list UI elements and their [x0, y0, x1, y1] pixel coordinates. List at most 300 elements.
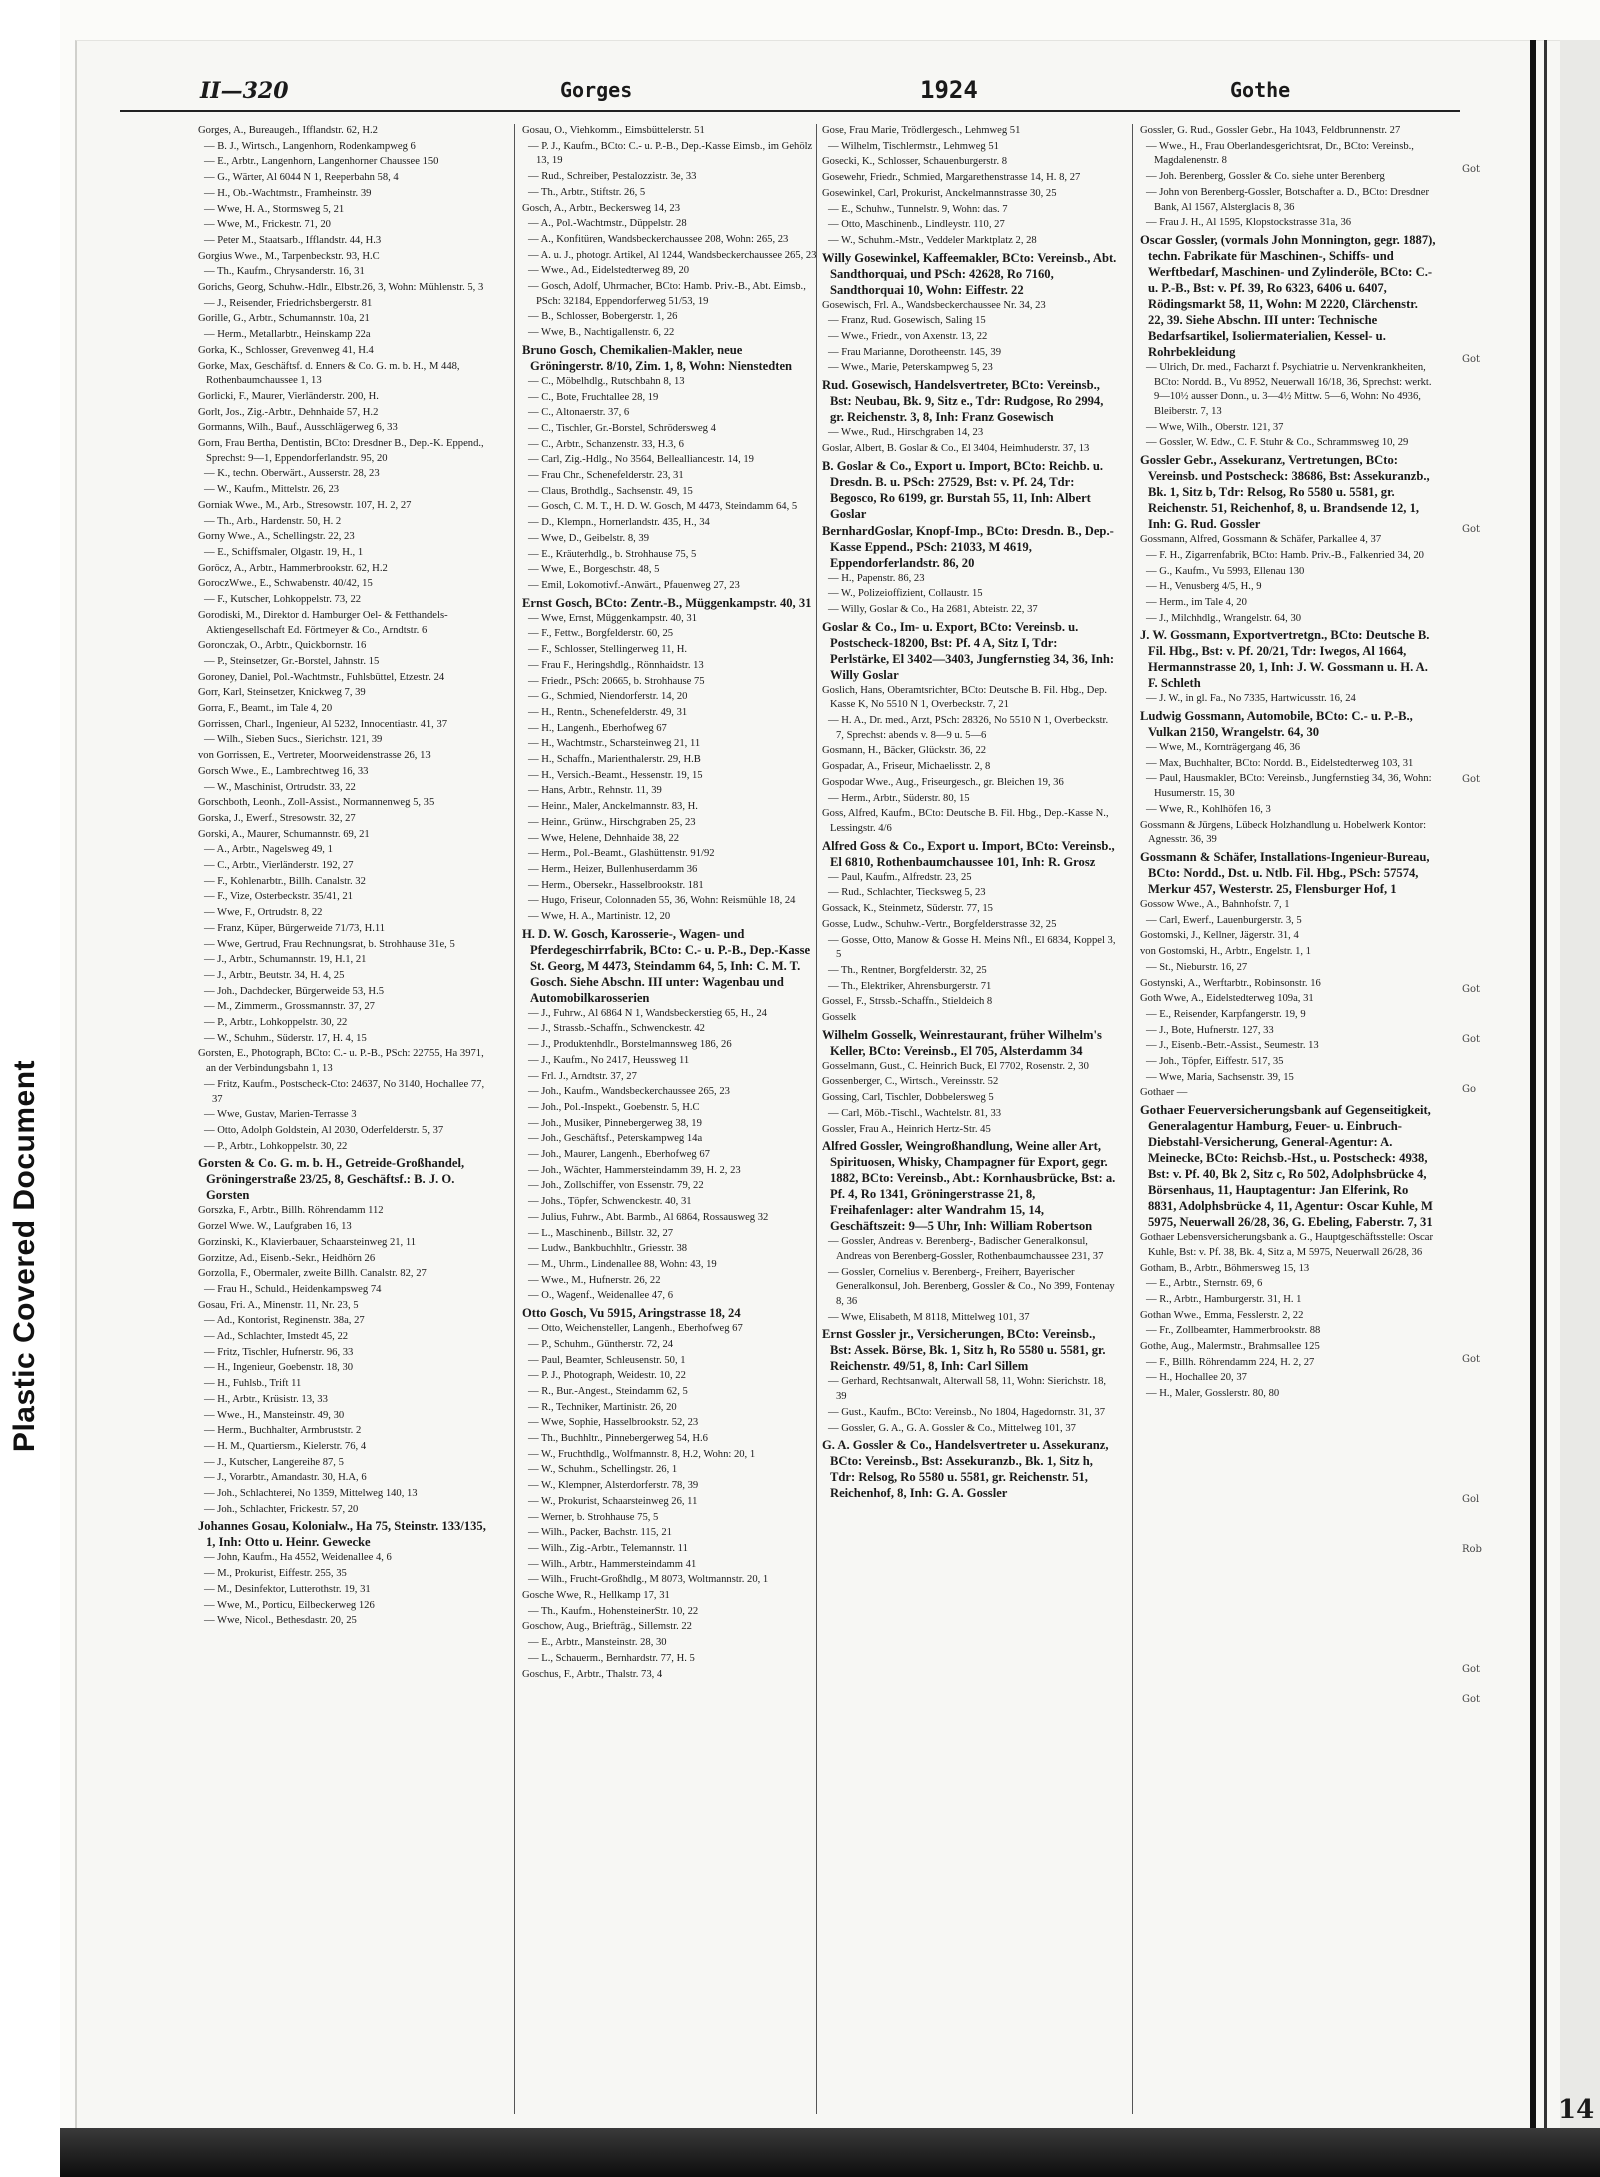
directory-entry: — Wwe, M., Frickestr. 71, 20 — [204, 219, 331, 231]
directory-entry: — Wwe, Wilh., Oberstr. 121, 37 — [1146, 421, 1284, 433]
directory-entry: Wilhelm Gosselk, Weinrestaurant, früher Wilhelm's Keller, BCto: Vereinsb., El 705, Alsterdamm 34 — [822, 1027, 1102, 1058]
directory-entry: — Wwe., Rud., Hirschgraben 14, 23 — [828, 427, 984, 439]
directory-entry: — Franz, Rud. Gosewisch, Saling 15 — [828, 315, 986, 327]
directory-entry: B. Goslar & Co., Export u. Import, BCto: Reichb. u. Dresdn. B. u. PSch: 27529, Bst: v. Pf. 24, Tdr: Begosco, Ro 6199, gr. Burstah 55, 11, Inh: Albert Goslar — [822, 458, 1104, 521]
directory-entry: Gorges, A., Bureaugeh., Ifflandstr. 62, H.2 — [198, 125, 378, 136]
directory-entry: — O., Wagenf., Weidenallee 47, 6 — [528, 1290, 673, 1302]
edge-fragment: Got — [1462, 984, 1481, 995]
directory-entry: — E., Arbtr., Mansteinstr. 28, 30 — [528, 1637, 667, 1649]
directory-entry: — Wwe, Maria, Sachsenstr. 39, 15 — [1146, 1071, 1294, 1083]
directory-entry: — Th., Rentner, Borgfelderstr. 32, 25 — [828, 964, 987, 976]
directory-entry: — Max, Buchhalter, BCto: Nordd. B., Eidelstedterweg 103, 31 — [1146, 757, 1414, 769]
directory-entry: Gorschboth, Leonh., Zoll-Assist., Normannenweg 5, 35 — [198, 797, 435, 809]
edge-fragment: Got — [1462, 164, 1481, 175]
directory-entry: — Joh. Berenberg, Gossler & Co. siehe unter Berenberg — [1146, 171, 1385, 183]
directory-entry: — Joh., Wächter, Hammersteindamm 39, H. 2, 23 — [528, 1164, 741, 1176]
directory-entry: — J. W., in gl. Fa., No 7335, Hartwicusstr. 16, 24 — [1146, 693, 1356, 705]
adjacent-page-number: 14 — [1558, 2095, 1595, 2125]
directory-entry: — W., Polizeioffizient, Collaustr. 15 — [828, 588, 983, 600]
directory-entry: — R., Arbtr., Hamburgerstr. 31, H. 1 — [1146, 1293, 1302, 1305]
directory-entry: — C., Tischler, Gr.-Borstel, Schrödersweg 4 — [528, 422, 716, 434]
column-rule — [1132, 124, 1133, 2114]
directory-entry: Goschus, F., Arbtr., Thalstr. 73, 4 — [522, 1668, 663, 1680]
edge-fragment: Got — [1462, 1034, 1481, 1045]
directory-entry: Gosau, Fri. A., Minenstr. 11, Nr. 23, 5 — [198, 1299, 359, 1311]
directory-entry: — Friedr., PSch: 20665, b. Strohhause 75 — [528, 675, 705, 687]
directory-entry: — H. A., Dr. med., Arzt, PSch: 28326, No 5510 N 1, Overbeckstr. 7, Sprechst: abends v. 8—9 u. 5—6 — [828, 715, 1109, 741]
directory-entry: — J., Produktenhdlr., Borstelmannsweg 186, 26 — [528, 1039, 732, 1051]
directory-entry: Gorzel Wwe. W., Laufgraben 16, 13 — [198, 1221, 352, 1233]
directory-entry: Goroney, Daniel, Pol.-Wachtmstr., Fuhlsbüttel, Etzestr. 24 — [198, 671, 445, 683]
directory-entry: — J., Bote, Hufnerstr. 127, 33 — [1146, 1024, 1274, 1036]
directory-entry: — Th., Buchhltr., Pinnebergerweg 54, H.6 — [528, 1433, 708, 1445]
directory-entry: — Willy, Goslar & Co., Ha 2681, Abteistr. 22, 37 — [828, 603, 1038, 615]
directory-entry: Ludwig Gossmann, Automobile, BCto: C.- u. P.-B., Vulkan 2150, Wrangelstr. 64, 30 — [1140, 709, 1413, 740]
directory-entry: — Ad., Schlachter, Imstedt 45, 22 — [204, 1331, 349, 1343]
directory-entry: — J., Arbtr., Beutstr. 34, H. 4, 25 — [204, 969, 345, 981]
directory-entry: Gostynski, A., Werftarbtr., Robinsonstr. 16 — [1140, 977, 1321, 989]
directory-entry: — Fritz, Kaufm., Postscheck-Cto: 24637, No 3140, Hochallee 77, 37 — [204, 1078, 485, 1105]
edge-fragment: Got — [1462, 1664, 1481, 1675]
directory-entry: — Gossler, W. Edw., C. F. Stuhr & Co., Schrammsweg 10, 29 — [1146, 437, 1409, 449]
binding-edge-inner — [1544, 40, 1547, 2130]
directory-entry: Gorlt, Jos., Zig.-Arbtr., Dehnhaide 57, H.2 — [198, 406, 379, 418]
directory-entry: Rud. Gosewisch, Handelsvertreter, BCto: Vereinsb., Bst: Neubau, Bk. 9, Sitz e., Tdr: Rudgose, Ro 2994, gr. Reichenstr. 3, 8, Inh: Franz Gosewisch — [822, 378, 1104, 425]
directory-entry: Gospadar, A., Friseur, Michaelisstr. 2, 8 — [822, 761, 991, 773]
directory-entry: Gossler Gebr., Assekuranz, Vertretungen, BCto: Vereinsb. und Postscheck: 38686, Bst: Assekuranzb., Bk. 1, Sitz b, Tdr: Relsog, Ro 5580 u. 5581, gr. Reichenstr. 51, Reichenhof, 8, u. Brandsende 12, 1, Inh: G. Rud. Gossler — [1140, 453, 1430, 532]
directory-entry: — F., Kohlenarbtr., Billh. Canalstr. 32 — [204, 875, 366, 887]
directory-entry: Willy Gosewinkel, Kaffeemakler, BCto: Vereinsb., Abt. Sandthorquai, und PSch: 42628, Ro 7160, Sandthorquai 10, Wohn: Eiffestr. 22 — [822, 250, 1117, 297]
directory-entry: — K., techn. Oberwärt., Ausserstr. 28, 23 — [204, 468, 380, 480]
directory-entry: — E., Arbtr., Langenhorn, Langenhorner Chaussee 150 — [204, 156, 439, 168]
directory-entry: — Hugo, Friseur, Colonnaden 55, 36, Wohn: Reismühle 18, 24 — [528, 895, 796, 907]
directory-entry: — Wwe, Gustav, Marien-Terrasse 3 — [204, 1109, 357, 1121]
directory-entry: — C., Bote, Fruchtallee 28, 19 — [528, 391, 659, 403]
directory-entry: Gorsten, E., Photograph, BCto: C.- u. P.-B., PSch: 22755, Ha 3971, an der Verbindungsbahn 1, 13 — [198, 1048, 484, 1075]
directory-entry: — Ad., Kontorist, Reginenstr. 38a, 27 — [204, 1315, 365, 1327]
directory-entry: — H., Schaffn., Marienthalerstr. 29, H.B — [528, 754, 701, 766]
directory-entry: Gorlicki, F., Maurer, Vierländerstr. 200, H. — [198, 390, 379, 402]
directory-entry: Gossler, G. Rud., Gossler Gebr., Ha 1043, Feldbrunnenstr. 27 — [1140, 125, 1401, 136]
directory-entry: — A., Konfitüren, Wandsbeckerchaussee 208, Wohn: 265, 23 — [528, 233, 789, 245]
directory-entry: — C., Möbelhdlg., Rutschbahn 8, 13 — [528, 375, 685, 387]
directory-entry: Gorn, Frau Bertha, Dentistin, BCto: Dresdner B., Dep.-K. Eppend., Sprechst: 9—1, Eppendorferlandstr. 95, 20 — [198, 438, 484, 464]
directory-entry: — M., Uhrm., Lindenallee 88, Wohn: 43, 19 — [528, 1259, 717, 1270]
directory-entry: — Wwe, Ernst, Müggenkampstr. 40, 31 — [528, 612, 697, 624]
directory-entry: — Herm., Heizer, Bullenhuserdamm 36 — [528, 863, 698, 875]
directory-entry: Gosewehr, Friedr., Schmied, Margarethenstrasse 14, H. 8, 27 — [822, 172, 1081, 184]
directory-entry: — Otto, Weichensteller, Langenh., Eberhofweg 67 — [528, 1323, 743, 1335]
edge-fragment: Got — [1462, 774, 1481, 785]
directory-entry: Gosselk — [822, 1012, 857, 1024]
directory-entry: — H., Ob.-Wachtmstr., Framheinstr. 39 — [204, 187, 372, 199]
directory-entry: — Werner, b. Strohhause 75, 5 — [528, 1511, 659, 1523]
directory-entry: Gothaer — — [1140, 1087, 1188, 1099]
directory-entry: — Wwe, R., Kohlhöfen 16, 3 — [1146, 803, 1271, 815]
directory-entry: — W., Schuhm., Schellingstr. 26, 1 — [528, 1464, 678, 1476]
directory-entry: — Wwe, M., Porticu, Eilbeckerweg 126 — [204, 1599, 375, 1611]
directory-entry: Alfred Gossler, Weingroßhandlung, Weine aller Art, Spirituosen, Whisky, Champagner für Export, gegr. 1882, BCto: Vereinsb., Abt.: Kornhausbrücke, Bst: a. Pf. 4, Ro 1341, Gröningerstrasse 21, 8, Freihafenlager: alter Wandrahm 15, 14, Geschäftszeit: 9—5 Uhr, Inh: William Robertson — [822, 1139, 1116, 1234]
directory-entry: Otto Gosch, Vu 5915, Aringstrasse 18, 24 — [522, 1306, 741, 1321]
directory-entry: — Herm., Buchhalter, Armbruststr. 2 — [204, 1425, 362, 1437]
directory-entry: Gothaer Feuerversicherungsbank auf Gegenseitigkeit, Generalagentur Hamburg, Feuer- u. Einbruch-Diebstahl-Versicherung, General-Agentur: A. Meinecke, BCto: Reichsb.-Hst., u. Postscheck: 4938, Bst: v. Pf. 40, Bk 2, Sitz c, Ro 502, Adolphsbrücke 4, Börsenhaus, 11, Hauptagentur: Jan Elferink, Ro 8831, Adolphsbrücke 4, 11, Agentur: Oscar Kuhle, M 5975, Neuerwall 26/28, 36, G. Ebeling, Faberstr. 7, 31 — [1140, 1103, 1433, 1230]
directory-entry: Gossack, K., Steinmetz, Süderstr. 77, 15 — [822, 903, 993, 915]
edge-fragment: Gol — [1462, 1494, 1480, 1505]
directory-entry: — W., Maschinist, Ortrudstr. 33, 22 — [204, 781, 356, 793]
directory-entry: Gossmann, Alfred, Gossmann & Schäfer, Parkallee 4, 37 — [1140, 534, 1382, 546]
directory-entry: — M., Desinfektor, Lutterothstr. 19, 31 — [204, 1583, 371, 1595]
directory-entry: — F., Billh. Röhrendamm 224, H. 2, 27 — [1146, 1356, 1315, 1368]
edge-fragment: Go — [1462, 1084, 1477, 1095]
directory-entry: — Wilh., Arbtr., Hammersteindamm 41 — [528, 1558, 697, 1570]
directory-entry: Goss, Alfred, Kaufm., BCto: Deutsche B. Fil. Hbg., Dep.-Kasse N., Lessingstr. 4/6 — [822, 808, 1109, 834]
directory-entry: — Joh., Töpfer, Eiffestr. 517, 35 — [1146, 1056, 1284, 1068]
directory-entry: Gosewinkel, Carl, Prokurist, Anckelmannstrasse 30, 25 — [822, 187, 1057, 199]
directory-entry: — J., Strassb.-Schaffn., Schwenckestr. 42 — [528, 1023, 705, 1035]
directory-entry: — J., Kaufm., No 2417, Heussweg 11 — [528, 1054, 690, 1066]
directory-entry: Goslar & Co., Im- u. Export, BCto: Vereinsb. u. Postscheck-18200, Bst: Pf. 4 A, Sitz I, Tdr: Perlstärke, El 3402—3403, Jungfernstieg 34, 36, Inh: Willy Goslar — [822, 619, 1115, 682]
directory-entry: — Ulrich, Dr. med., Facharzt f. Psychiatrie u. Nervenkrankheiten, BCto: Nordd. B., Vu 8952, Neuerwall 16/18, 36, Sprechst: werkt. 9—10½ ausser Donn., u. 3—4½ Mittw. 5—6, Wohn: No 4936, Bleiberstr. 7, 13 — [1146, 361, 1432, 418]
directory-entry: — Th., Arbtr., Stiftstr. 26, 5 — [528, 186, 646, 198]
directory-entry: — A., Pol.-Wachtmstr., Düppelstr. 28 — [528, 218, 687, 230]
directory-entry: — Hans, Arbtr., Rehnstr. 11, 39 — [528, 785, 662, 797]
directory-entry: Gotham, B., Arbtr., Böhmersweg 15, 13 — [1140, 1262, 1310, 1274]
directory-entry: — W., Schuhm., Süderstr. 17, H. 4, 15 — [204, 1032, 367, 1044]
directory-entry: Goth Wwe, A., Eidelstedterweg 109a, 31 — [1140, 993, 1314, 1005]
directory-entry: — H., Arbtr., Krüsistr. 13, 33 — [204, 1393, 328, 1405]
directory-entry: — J., Fuhrw., Al 6864 N 1, Wandsbeckerstieg 65, H., 24 — [528, 1007, 767, 1019]
directory-entry: — R., Bur.-Angest., Steindamm 62, 5 — [528, 1385, 688, 1397]
directory-entry: — Claus, Brothdlg., Sachsenstr. 49, 15 — [528, 485, 693, 497]
directory-entry: — Peter M., Staatsarb., Ifflandstr. 44, H.3 — [204, 234, 382, 246]
edge-fragment: Got — [1462, 1694, 1481, 1705]
directory-entry: — John, Kaufm., Ha 4552, Weidenallee 4, 6 — [204, 1552, 392, 1564]
directory-entry: Gossmann & Schäfer, Installations-Ingenieur-Bureau, BCto: Nordd., Dst. u. Ntlb. Fil. Hbg., PSch: 57574, Merkur 457, Westerstr. 25, Flensburger Hof, 1 — [1140, 849, 1430, 896]
directory-column-2 — [522, 124, 818, 2114]
directory-entry: — H., Langenh., Eberhofweg 67 — [528, 722, 667, 734]
directory-entry: — Wwe, Elisabeth, M 8118, Mittelweg 101, 37 — [828, 1311, 1030, 1323]
page-number: II—320 — [200, 78, 289, 104]
directory-entry: — Wwe, B., Nachtigallenstr. 6, 22 — [528, 327, 675, 339]
directory-entry: — Julius, Fuhrw., Abt. Barmb., Al 6864, Rossausweg 32 — [528, 1211, 769, 1223]
directory-column-4 — [1140, 124, 1436, 2114]
directory-entry: — P. J., Photograph, Weidestr. 10, 22 — [528, 1370, 686, 1382]
directory-entry: — J., Eisenb.-Betr.-Assist., Seumestr. 13 — [1146, 1040, 1319, 1052]
directory-entry: Johannes Gosau, Kolonialw., Ha 75, Steinstr. 133/135, 1, Inh: Otto u. Heinr. Gewecke — [198, 1519, 486, 1550]
directory-entry: — L., Schauerm., Bernhardstr. 77, H. 5 — [528, 1652, 695, 1664]
directory-entry: — C., Arbtr., Schanzenstr. 33, H.3, 6 — [528, 438, 684, 450]
directory-entry: — Joh., Kaufm., Wandsbeckerchaussee 265, 23 — [528, 1086, 730, 1098]
directory-entry: — Wilh., Packer, Bachstr. 115, 21 — [528, 1527, 672, 1539]
directory-entry: — Otto, Adolph Goldstein, Al 2030, Oderfelderstr. 5, 37 — [204, 1125, 444, 1136]
directory-entry: — Gossler, Andreas v. Berenberg-, Badischer Generalkonsul, Andreas von Berenberg-Gossler, Rothenbaumchaussee 231, 37 — [828, 1236, 1104, 1262]
directory-entry: — E., Reisender, Karpfangerstr. 19, 9 — [1146, 1008, 1306, 1020]
directory-entry: — Wwe., Ad., Eidelstedterweg 89, 20 — [528, 265, 690, 277]
directory-entry: — H., Maler, Gosslerstr. 80, 80 — [1146, 1388, 1280, 1400]
directory-entry: Gorska, J., Ewerf., Stresowstr. 32, 27 — [198, 812, 356, 824]
page-header — [120, 70, 1460, 112]
directory-entry: — Wwe., M., Hufnerstr. 26, 22 — [528, 1274, 661, 1286]
directory-entry: — Joh., Schlachterei, No 1359, Mittelweg 140, 13 — [204, 1488, 418, 1500]
directory-entry: — W., Klempner, Alsterdorferstr. 78, 39 — [528, 1480, 699, 1492]
directory-entry: — Th., Kaufm., Chrysanderstr. 16, 31 — [204, 266, 365, 278]
bottom-shadow — [60, 2128, 1600, 2177]
directory-entry: Gosch, A., Arbtr., Beckersweg 14, 23 — [522, 202, 680, 214]
directory-entry: — Joh., Dachdecker, Bürgerweide 53, H.5 — [204, 985, 385, 997]
directory-entry: — Herm., Obersekr., Hasselbrookstr. 181 — [528, 879, 704, 891]
directory-entry: Gothaer Lebensversicherungsbank a. G., Hauptgeschäftsstelle: Oscar Kuhle, Bst: v. Pf. 38, Bk. 4, Sitz a, M 5975, Neuerwall 26/28, 36 — [1140, 1232, 1433, 1258]
directory-entry: — F. H., Zigarrenfabrik, BCto: Hamb. Priv.-B., Falkenried 34, 20 — [1146, 549, 1424, 561]
directory-entry: — P. J., Kaufm., BCto: C.- u. P.-B., Dep.-Kasse Eimsb., im Gehölz 13, 19 — [528, 140, 813, 167]
directory-entry: — Wilh., Sieben Sucs., Sierichstr. 121, 39 — [204, 734, 383, 746]
directory-entry: Gospodar Wwe., Aug., Friseurgesch., gr. Bleichen 19, 36 — [822, 776, 1064, 788]
directory-entry: — Rud., Schlachter, Tiecksweg 5, 23 — [828, 887, 986, 899]
directory-entry: — Fr., Zollbeamter, Hammerbrookstr. 88 — [1146, 1325, 1321, 1337]
directory-entry: — P., Arbtr., Lohkoppelstr. 30, 22 — [204, 1140, 348, 1152]
directory-entry: — Gust., Kaufm., BCto: Vereinsb., No 1804, Hagedornstr. 31, 37 — [828, 1406, 1105, 1418]
directory-entry: — Th., Arb., Hardenstr. 50, H. 2 — [204, 515, 342, 527]
directory-entry: BernhardGoslar, Knopf-Imp., BCto: Dresdn. B., Dep.-Kasse Eppend., PSch: 21033, M 4619, Eppendorferlandstr. 86, 20 — [822, 523, 1114, 570]
directory-entry: — Wilh., Zig.-Arbtr., Telemannstr. 11 — [528, 1542, 688, 1554]
directory-entry: Gorski, A., Maurer, Schumannstr. 69, 21 — [198, 828, 370, 840]
directory-entry: — Wwe, Gertrud, Frau Rechnungsrat, b. Strohhause 31e, 5 — [204, 938, 455, 950]
side-label: Plastic Covered Document — [8, 1059, 41, 1453]
directory-entry: Goslar, Albert, B. Goslar & Co., El 3404, Heimhuderstr. 37, 13 — [822, 442, 1090, 454]
directory-entry: — Wwe., Marie, Peterskampweg 5, 23 — [828, 362, 993, 374]
directory-entry: — M., Prokurist, Eiffestr. 255, 35 — [204, 1568, 347, 1580]
directory-entry: von Gorrissen, E., Vertreter, Moorweidenstrasse 26, 13 — [198, 750, 431, 762]
directory-entry: — Herm., im Tale 4, 20 — [1146, 596, 1247, 608]
directory-entry: — B., Schlosser, Bobergerstr. 1, 26 — [528, 311, 678, 323]
directory-entry: Gorzinski, K., Klavierbauer, Schaarsteinweg 21, 11 — [198, 1236, 417, 1248]
header-year: 1924 — [920, 76, 978, 104]
directory-entry: Gose, Frau Marie, Trödlergesch., Lehmweg 51 — [822, 125, 1021, 136]
directory-entry: — Joh., Schlachter, Frickestr. 57, 20 — [204, 1503, 359, 1515]
edge-fragment: Got — [1462, 1354, 1481, 1365]
directory-entry: Gormanns, Wilh., Bauf., Ausschlägerweg 6, 33 — [198, 422, 398, 434]
directory-entry: — Johs., Töpfer, Schwenckestr. 40, 31 — [528, 1196, 692, 1208]
directory-entry: — B. J., Wirtsch., Langenhorn, Rodenkampweg 6 — [204, 140, 416, 152]
directory-entry: Bruno Gosch, Chemikalien-Makler, neue Gröningerstr. 8/10, Zim. 1, 8, Wohn: Nienstedten — [522, 342, 793, 373]
directory-column-1 — [198, 124, 494, 2114]
directory-entry: — H., Ingenieur, Goebenstr. 18, 30 — [204, 1362, 354, 1374]
directory-entry: — Herm., Arbtr., Süderstr. 80, 15 — [828, 792, 970, 804]
directory-entry: — C., Arbtr., Vierländerstr. 192, 27 — [204, 860, 354, 872]
directory-entry: — Frau J. H., Al 1595, Klopstockstrasse 31a, 36 — [1146, 217, 1352, 229]
directory-entry: — Wwe., H., Frau Oberlandesgerichtsrat, Dr., BCto: Vereinsb., Magdalenenstr. 8 — [1146, 140, 1414, 167]
directory-entry: — Carl, Zig.-Hdlg., No 3564, Bellealliancestr. 14, 19 — [528, 454, 754, 466]
directory-entry: — W., Fruchthdlg., Wolfmannstr. 8, H.2, Wohn: 20, 1 — [528, 1448, 756, 1460]
directory-entry: Gorsch Wwe., E., Lambrechtweg 16, 33 — [198, 765, 369, 777]
directory-entry: — Ludw., Bankbuchhltr., Griesstr. 38 — [528, 1243, 688, 1255]
directory-entry: — Paul, Kaufm., Alfredstr. 23, 25 — [828, 871, 972, 883]
directory-entry: — Heinr., Grünw., Hirschgraben 25, 23 — [528, 816, 696, 828]
directory-entry: Gorke, Max, Geschäftsf. d. Enners & Co. G. m. b. H., M 448, Rothenbaumchaussee 1, 13 — [198, 360, 460, 387]
directory-entry: — Paul, Beamter, Schleusenstr. 50, 1 — [528, 1354, 686, 1366]
directory-entry: — A., Arbtr., Nagelsweg 49, 1 — [204, 844, 333, 856]
directory-entry: — Wwe., Friedr., von Axenstr. 13, 22 — [828, 331, 988, 343]
directory-entry: — E., Schuhw., Tunnelstr. 9, Wohn: das. 7 — [828, 203, 1008, 215]
directory-entry: Gostomski, J., Kellner, Jägerstr. 31, 4 — [1140, 930, 1299, 942]
directory-entry: Gothe, Aug., Malermstr., Brahmsallee 125 — [1140, 1341, 1320, 1353]
directory-entry: Goronczak, O., Arbtr., Quickbornstr. 16 — [198, 640, 367, 652]
directory-entry: — Frau H., Schuld., Heidenkampsweg 74 — [204, 1283, 382, 1295]
directory-entry: — Gosch, Adolf, Uhrmacher, BCto: Hamb. Priv.-B., Abt. Eimsb., PSch: 32184, Eppendorferweg 51/53, 19 — [528, 281, 806, 307]
directory-entry: — Heinr., Maler, Anckelmannstr. 83, H. — [528, 801, 698, 813]
directory-entry: G. A. Gossler & Co., Handelsvertreter u. Assekuranz, BCto: Vereinsb., Bst: Assekuranzb., Bk. 1, Sitz h, Tdr: Relsog, Ro 5580 u. 5581, gr. Reichenstr. 51, Reichenhof, 8, Inh: G. A. Gossler — [822, 1438, 1109, 1501]
column-rule — [514, 124, 515, 2114]
directory-entry: — Emil, Lokomotivf.-Anwärt., Pfauenweg 27, 23 — [528, 579, 740, 591]
adjacent-page-edge — [1462, 124, 1520, 2124]
directory-entry: — Frau F., Heringshdlg., Rönnhaidstr. 13 — [528, 659, 704, 671]
directory-entry: — Joh., Maurer, Langenh., Eberhofweg 67 — [528, 1149, 710, 1161]
directory-entry: — Gossler, Cornelius v. Berenberg-, Freiherr, Bayerischer Generalkonsul, Joh. Berenberg, Gossler & Co., No 399, Fontenay 8, 36 — [828, 1266, 1115, 1308]
directory-entry: Gorichs, Georg, Schuhw.-Hdlr., Elbstr.26, 3, Wohn: Mühlenstr. 5, 3 — [198, 282, 484, 294]
directory-entry: — J., Arbtr., Schumannstr. 19, H.1, 21 — [204, 954, 367, 966]
directory-entry: Gorka, K., Schlosser, Grevenweg 41, H.4 — [198, 344, 374, 356]
directory-entry: — Joh., Geschäftsf., Peterskampweg 14a — [528, 1133, 703, 1145]
directory-entry: Goröcz, A., Arbtr., Hammerbrookstr. 62, H.2 — [198, 562, 388, 574]
directory-entry: — Wilhelm, Tischlermstr., Lehmweg 51 — [828, 140, 999, 152]
directory-column-3 — [822, 124, 1118, 2114]
directory-entry: — R., Techniker, Martinistr. 26, 20 — [528, 1401, 677, 1413]
directory-entry: — J., Milchhdlg., Wrangelstr. 64, 30 — [1146, 612, 1302, 624]
directory-entry: — M., Zimmerm., Grossmannstr. 37, 27 — [204, 1001, 375, 1013]
directory-entry: — Frau Chr., Schenefelderstr. 23, 31 — [528, 470, 684, 482]
directory-entry: — G., Kaufm., Vu 5993, Ellenau 130 — [1146, 565, 1305, 577]
directory-entry: — Wwe, Helene, Dehnhaide 38, 22 — [528, 832, 680, 844]
directory-entry: — E., Arbtr., Sternstr. 69, 6 — [1146, 1278, 1263, 1290]
directory-entry: Gorzitze, Ad., Eisenb.-Sekr., Heidhörn 26 — [198, 1252, 376, 1264]
directory-entry: — F., Vize, Osterbeckstr. 35/41, 21 — [204, 891, 353, 903]
directory-entry: — H., Fuhlsb., Trift 11 — [204, 1378, 302, 1390]
directory-entry: — H., Rentn., Schenefelderstr. 49, 31 — [528, 706, 688, 718]
directory-entry: — Wwe., H., Mansteinstr. 49, 30 — [204, 1409, 345, 1421]
directory-entry: Gosewisch, Frl. A., Wandsbeckerchaussee Nr. 34, 23 — [822, 299, 1046, 311]
directory-entry: — Franz, Küper, Bürgerweide 71/73, H.11 — [204, 922, 386, 934]
directory-entry: Goslich, Hans, Oberamtsrichter, BCto: Deutsche B. Fil. Hbg., Dep. Kasse K, No 5510 N 1, Overbeckstr. 7, 21 — [822, 684, 1107, 711]
directory-entry: — Wwe, M., Kornträgergang 46, 36 — [1146, 742, 1301, 754]
directory-entry: — P., Arbtr., Lohkoppelstr. 30, 22 — [204, 1017, 348, 1029]
binding-edge — [1530, 40, 1536, 2130]
directory-entry: — Carl, Ewerf., Lauenburgerstr. 3, 5 — [1146, 914, 1302, 926]
directory-entry: — Rud., Schreiber, Pestalozzistr. 3e, 33 — [528, 171, 697, 183]
header-last-name: Gothe — [1230, 78, 1291, 102]
directory-entry: — H., Papenstr. 86, 23 — [828, 572, 925, 584]
directory-entry: — E., Kräuterhdlg., b. Strohhause 75, 5 — [528, 548, 697, 560]
directory-entry: — Wilh., Frucht-Großhdlg., M 8073, Woltmannstr. 20, 1 — [528, 1574, 769, 1586]
directory-entry: GoroczWwe., E., Schwabenstr. 40/42, 15 — [198, 578, 373, 590]
directory-entry: — Wwe, H. A., Stormsweg 5, 21 — [204, 203, 345, 215]
directory-entry: Ernst Gossler jr., Versicherungen, BCto: Vereinsb., Bst: Assek. Börse, Bk. 1, Sitz h, Ro 5580 u. 5581, gr. Reichenstr. 49/51, 8, Inh: Carl Sillem — [822, 1327, 1106, 1374]
directory-entry: — Frau Marianne, Dorotheenstr. 145, 39 — [828, 346, 1001, 358]
header-first-name: Gorges — [560, 78, 633, 102]
directory-entry: Gossing, Carl, Tischler, Dobbelersweg 5 — [822, 1092, 994, 1104]
directory-entry: — Wwe, D., Geibelstr. 8, 39 — [528, 532, 650, 544]
directory-entry: Gorille, G., Arbtr., Schumannstr. 10a, 21 — [198, 313, 370, 325]
directory-entry: Gorgius Wwe., M., Tarpenbeckstr. 93, H.C — [198, 250, 380, 262]
directory-entry: Gossow Wwe., A., Bahnhofstr. 7, 1 — [1140, 898, 1290, 910]
directory-entry: von Gostomski, H., Arbtr., Engelstr. 1, 1 — [1140, 946, 1311, 958]
directory-entry: Gorrissen, Charl., Ingenieur, Al 5232, Innocentiastr. 41, 37 — [198, 718, 448, 730]
directory-entry: — Fritz, Tischler, Hufnerstr. 96, 33 — [204, 1346, 354, 1358]
directory-entry: — F., Kutscher, Lohkoppelstr. 73, 22 — [204, 594, 362, 606]
directory-entry: — Wwe, Nicol., Bethesdastr. 20, 25 — [204, 1615, 357, 1627]
directory-entry: Gossmann & Jürgens, Lübeck Holzhandlung u. Hobelwerk Kontor: Agnesstr. 36, 39 — [1140, 819, 1427, 846]
directory-entry: — Otto, Maschinenb., Lindleystr. 110, 27 — [828, 219, 1005, 231]
directory-entry: — E., Schiffsmaler, Olgastr. 19, H., 1 — [204, 546, 364, 558]
directory-entry: Gorniak Wwe., M., Arb., Stresowstr. 107, H. 2, 27 — [198, 499, 412, 511]
directory-entry: Gosse, Ludw., Schuhw.-Vertr., Borgfelderstrasse 32, 25 — [822, 918, 1057, 930]
directory-entry: — Wwe, Sophie, Hasselbrookstr. 52, 23 — [528, 1417, 699, 1429]
directory-entry: Gossler, Frau A., Heinrich Hertz-Str. 45 — [822, 1123, 991, 1135]
directory-entry: — Herm., Pol.-Beamt., Glashüttenstr. 91/92 — [528, 848, 715, 860]
directory-entry: — W., Kaufm., Mittelstr. 26, 23 — [204, 484, 340, 496]
directory-entry: Gorr, Karl, Steinsetzer, Knickweg 7, 39 — [198, 687, 366, 699]
directory-entry: — H., Venusberg 4/5, H., 9 — [1146, 581, 1262, 593]
directory-entry: — St., Nieburstr. 16, 27 — [1146, 961, 1248, 973]
directory-entry: — Gosse, Otto, Manow & Gosse H. Meins Nfl., El 6834, Koppel 3, 5 — [828, 934, 1116, 961]
directory-entry: — Joh., Musiker, Pinnebergerweg 38, 19 — [528, 1117, 702, 1129]
directory-entry: — Gerhard, Rechtsanwalt, Alterwall 58, 11, Wohn: Sierichstr. 18, 39 — [828, 1376, 1107, 1403]
directory-entry: — Joh., Zollschiffer, von Essenstr. 79, 22 — [528, 1180, 704, 1192]
directory-entry: — F., Schlosser, Stellingerweg 11, H. — [528, 644, 687, 656]
directory-entry: — J., Reisender, Friedrichsbergerstr. 81 — [204, 297, 373, 309]
directory-entry: Oscar Gossler, (vormals John Monnington, gegr. 1887), techn. Fabrikate für Maschinen-, Schiffs- und Werftbedarf, Maschinen- und Zylinderöle, BCto: C.- u. P.-B., Bst: v. Pf. 39, Ro 6323, 6406 u. 6407, Rödingsmarkt 58, 11, Wohn: M 2220, Clärchenstr. 22, 39. Siehe Abschn. III unter: Technische Bedarfsartikel, Isoliermaterialien, Kessel- u. Rohrbekleidung — [1140, 232, 1436, 359]
directory-entry: Gosselmann, Gust., C. Heinrich Buck, El 7702, Rosenstr. 2, 30 — [822, 1060, 1089, 1072]
directory-entry: Gothan Wwe., Emma, Fesslerstr. 2, 22 — [1140, 1309, 1304, 1321]
directory-entry: — W., Prokurist, Schaarsteinweg 26, 11 — [528, 1495, 698, 1507]
directory-entry: — W., Schuhm.-Mstr., Veddeler Marktplatz 2, 28 — [828, 234, 1037, 246]
directory-entry: Gorsten & Co. G. m. b. H., Getreide-Großhandel, Gröningerstraße 23/25, 8, Geschäftsf.: B. J. O. Gorsten — [198, 1156, 465, 1203]
page-edge-shadow — [1560, 40, 1600, 2130]
directory-entry: Gosau, O., Viehkomm., Eimsbüttelerstr. 51 — [522, 125, 705, 136]
directory-entry: — John von Berenberg-Gossler, Botschafter a. D., BCto: Dresdner Bank, Al 1567, Alsterglacis 8, 36 — [1146, 186, 1429, 213]
directory-entry: Gorny Wwe., A., Schellingstr. 22, 23 — [198, 531, 355, 543]
directory-entry: Alfred Goss & Co., Export u. Import, BCto: Vereinsb., El 6810, Rothenbaumchaussee 101, Inh: R. Grosz — [822, 838, 1115, 869]
directory-entry: Gorzolla, F., Obermaler, zweite Billh. Canalstr. 82, 27 — [198, 1268, 427, 1280]
directory-entry: — G., Schmied, Niendorferstr. 14, 20 — [528, 691, 688, 703]
directory-entry: — Herm., Metallarbtr., Heinskamp 22a — [204, 329, 371, 341]
directory-entry: — P., Steinsetzer, Gr.-Borstel, Jahnstr. 15 — [204, 655, 380, 667]
directory-entry: — Carl, Möb.-Tischl., Wachtelstr. 81, 33 — [828, 1107, 1002, 1119]
directory-entry: — Th., Elektriker, Ahrensburgerstr. 71 — [828, 980, 992, 992]
directory-entry: Gosche Wwe, R., Hellkamp 17, 31 — [522, 1590, 670, 1602]
directory-entry: J. W. Gossmann, Exportvertretgn., BCto: Deutsche B. Fil. Hbg., Bst: v. Pf. 20/21, Tdr: Iwegos, Al 1664, Hermannstrasse 20, 1, Inh: J. W. Gossmann u. H. A. F. Schleth — [1140, 628, 1430, 691]
directory-entry: — F., Fettw., Borgfelderstr. 60, 25 — [528, 628, 674, 640]
directory-entry: — H., Wachtmstr., Scharsteinweg 21, 11 — [528, 738, 701, 750]
edge-fragment: Got — [1462, 354, 1481, 365]
directory-entry: — Paul, Hausmakler, BCto: Vereinsb., Jungfernstieg 34, 36, Wohn: Husumerstr. 15, 30 — [1146, 773, 1432, 800]
directory-entry: — H. M., Quartiersm., Kielerstr. 76, 4 — [204, 1440, 367, 1452]
directory-entry: — L., Maschinenb., Billstr. 32, 27 — [528, 1227, 674, 1239]
directory-entry: H. D. W. Gosch, Karosserie-, Wagen- und Pferdegeschirrfabrik, BCto: C.- u. P.-B., Dep.-Kasse St. Georg, M 4473, Steindamm 64, 5, Inh: C. M. T. Gosch. Siehe Abschn. III unter: Wagenbau und Automobilkarosserien — [522, 926, 811, 1005]
directory-entry: Gorszka, F., Arbtr., Billh. Röhrendamm 112 — [198, 1205, 384, 1217]
directory-entry: — Gossler, G. A., G. A. Gossler & Co., Mittelweg 101, 37 — [828, 1422, 1076, 1434]
directory-entry: — H., Hochallee 20, 37 — [1146, 1372, 1247, 1384]
directory-entry: Gossel, F., Strssb.-Schaffn., Stieldeich 8 — [822, 996, 993, 1008]
directory-entry: — Wwe, E., Borgeschstr. 48, 5 — [528, 564, 660, 576]
directory-entry: — D., Klempn., Hornerlandstr. 435, H., 34 — [528, 517, 710, 529]
directory-entry: Gosmann, H., Bäcker, Glückstr. 36, 22 — [822, 745, 987, 757]
directory-entry: — H., Versich.-Beamt., Hessenstr. 19, 15 — [528, 769, 703, 781]
directory-entry: — J., Vorarbtr., Amandastr. 30, H.A, 6 — [204, 1472, 367, 1484]
directory-entry: Goschow, Aug., Briefträg., Sillemstr. 22 — [522, 1621, 692, 1633]
directory-entry: — Joh., Pol.-Inspekt., Goebenstr. 5, H.C — [528, 1101, 700, 1113]
directory-entry: — Gosch, C. M. T., H. D. W. Gosch, M 4473, Steindamm 64, 5 — [528, 501, 798, 513]
directory-entry: Gosecki, K., Schlosser, Schauenburgerstr. 8 — [822, 156, 1008, 168]
directory-entry: — Wwe, F., Ortrudstr. 8, 22 — [204, 907, 323, 919]
